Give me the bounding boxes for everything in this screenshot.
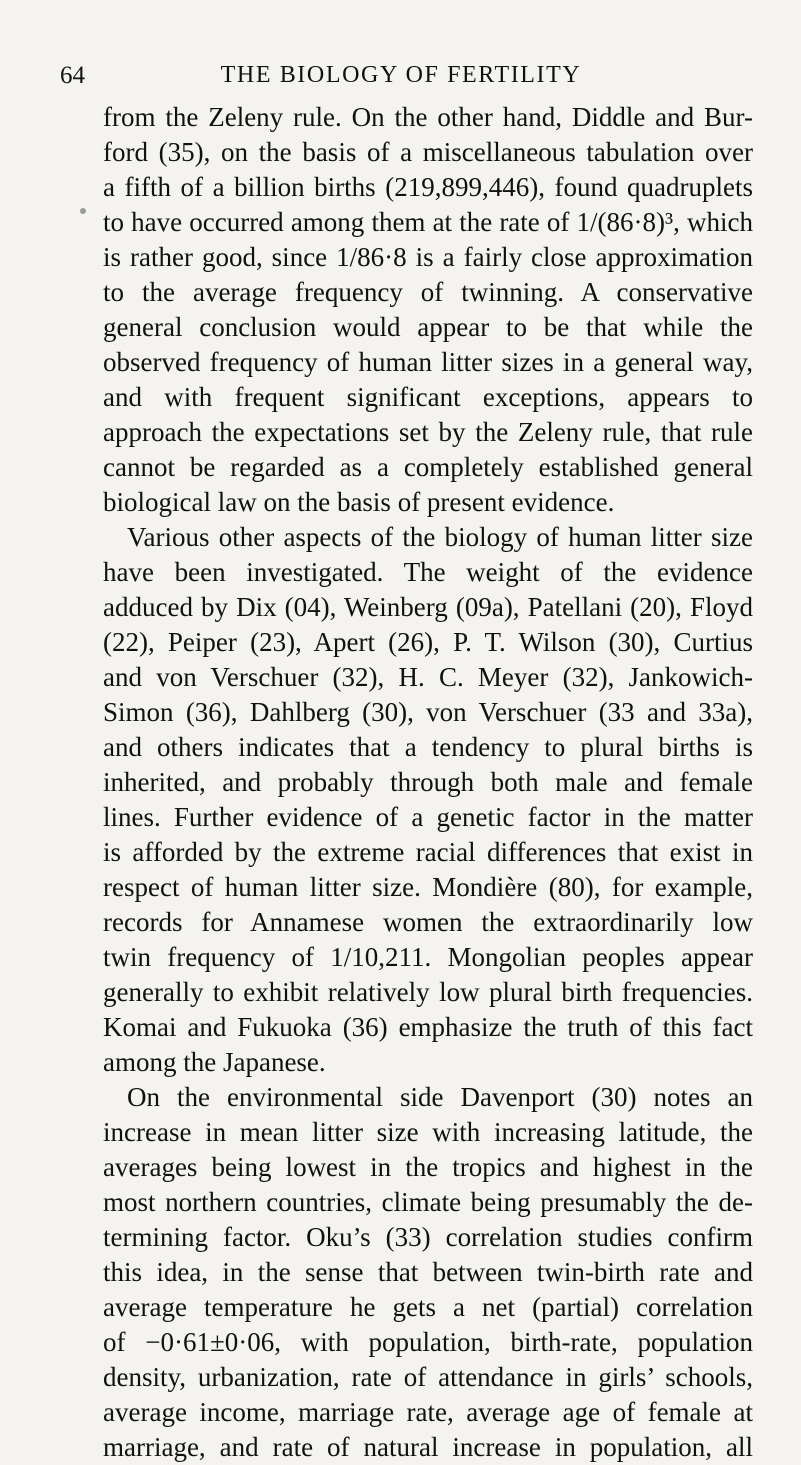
- text-line: most northern countries, climate being presumably the de-: [103, 1187, 753, 1217]
- text-line: On the environmental side Davenport (30) notes an: [127, 1082, 753, 1112]
- text-line: and von Verschuer (32), H. C. Meyer (32), Jankowich-: [103, 662, 753, 692]
- text-line: average temperature he gets a net (partial) correlation: [103, 1292, 753, 1322]
- text-line: marriage, and rate of natural increase in population, all: [103, 1432, 753, 1462]
- text-line: is afforded by the extreme racial differences that exist in: [103, 837, 753, 867]
- text-line: Various other aspects of the biology of human litter size: [127, 522, 753, 552]
- text-line: have been investigated. The weight of the evidence: [103, 557, 753, 587]
- text-line: observed frequency of human litter sizes in a general way,: [103, 347, 753, 377]
- text-line: among the Japanese.: [103, 1047, 326, 1077]
- text-line: and others indicates that a tendency to plural births is: [103, 732, 753, 762]
- text-line: generally to exhibit relatively low plural birth frequencies.: [103, 977, 753, 1007]
- text-line: is rather good, since 1/86·8 is a fairly close approximation: [103, 242, 753, 272]
- text-line: averages being lowest in the tropics and highest in the: [103, 1152, 753, 1182]
- text-line: inherited, and probably through both male and female: [103, 767, 753, 797]
- text-line: biological law on the basis of present evidence.: [103, 487, 615, 517]
- text-line: twin frequency of 1/10,211. Mongolian peoples appear: [103, 942, 753, 972]
- text-line: of −0·61±0·06, with population, birth-rate, population: [103, 1327, 753, 1357]
- text-line: from the Zeleny rule. On the other hand, Diddle and Bur-: [103, 102, 753, 132]
- text-line: ford (35), on the basis of a miscellaneous tabulation over: [103, 137, 753, 167]
- text-line: cannot be regarded as a completely established general: [103, 452, 753, 482]
- text-line: Simon (36), Dahlberg (30), von Verschuer (33 and 33a),: [103, 697, 753, 727]
- text-line: adduced by Dix (04), Weinberg (09a), Patellani (20), Floyd: [103, 592, 753, 622]
- text-line: a fifth of a billion births (219,899,446), found quadruplets: [103, 172, 753, 202]
- text-line: approach the expectations set by the Zeleny rule, that rule: [103, 417, 753, 447]
- text-line: this idea, in the sense that between twin-birth rate and: [103, 1257, 753, 1287]
- page-number: 64: [60, 62, 85, 89]
- text-line: general conclusion would appear to be that while the: [103, 312, 753, 342]
- text-line: and with frequent significant exceptions, appears to: [103, 382, 753, 412]
- text-line: respect of human litter size. Mondière (80), for example,: [103, 872, 753, 902]
- text-line: records for Annamese women the extraordinarily low: [103, 907, 753, 937]
- page-header: [60, 62, 742, 98]
- text-line: average income, marriage rate, average age of female at: [103, 1397, 753, 1427]
- text-line: density, urbanization, rate of attendance in girls’ schools,: [103, 1362, 753, 1392]
- text-line: increase in mean litter size with increasing latitude, the: [103, 1117, 753, 1147]
- text-line: termining factor. Oku’s (33) correlation studies confirm: [103, 1222, 753, 1252]
- margin-mark: [80, 208, 86, 214]
- text-line: to the average frequency of twinning. A conservative: [103, 277, 753, 307]
- text-line: to have occurred among them at the rate of 1/(86·8)³, which: [103, 207, 753, 237]
- text-line: Komai and Fukuoka (36) emphasize the truth of this fact: [103, 1012, 753, 1042]
- text-line: lines. Further evidence of a genetic factor in the matter: [103, 802, 753, 832]
- running-head: THE BIOLOGY OF FERTILITY: [220, 62, 582, 88]
- body-text: [103, 100, 753, 1465]
- text-line: (22), Peiper (23), Apert (26), P. T. Wilson (30), Curtius: [103, 627, 753, 657]
